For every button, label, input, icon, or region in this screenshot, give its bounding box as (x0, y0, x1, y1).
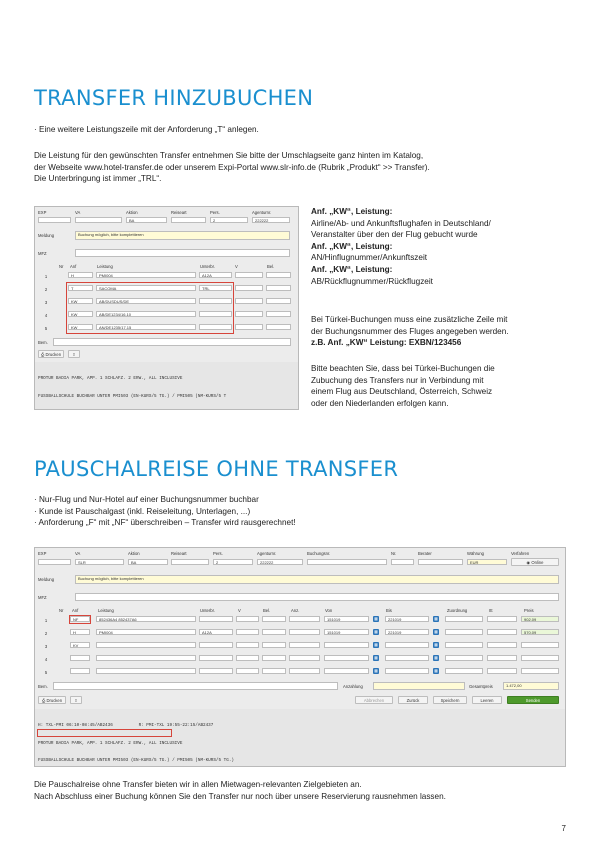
senden-button[interactable]: Senden (507, 696, 559, 704)
itt-field[interactable] (487, 616, 517, 622)
anf-field[interactable] (70, 655, 90, 661)
col-v: V (238, 608, 241, 613)
anf-field[interactable]: H (68, 272, 93, 278)
buchungsnr-field[interactable] (307, 559, 387, 565)
col-v: V (235, 264, 238, 269)
label-anzahlung: Anzahlung (343, 684, 363, 689)
von-field[interactable]: 151019 (324, 629, 369, 635)
row-number: 4 (44, 313, 48, 318)
itt-field[interactable] (487, 642, 517, 648)
anz-field[interactable] (289, 655, 320, 661)
highlight-box (69, 615, 91, 624)
label-bem: Bem. (38, 340, 48, 345)
hint-note: Bitte beachten Sie, dass bei Türkei-Buchungen die Zubuchung des Transfers nur in Verbindung mit einem Flug aus Deutschland, Österreich, Schweiz oder den Niederlanden erfolgen kann. (311, 364, 495, 408)
v-field[interactable] (235, 285, 263, 291)
col-unterbr: Unterbr. (200, 608, 215, 613)
agenturnr-field[interactable]: 222222 (252, 217, 290, 223)
col-von: Von (325, 608, 333, 613)
zuordnung-field[interactable] (445, 655, 483, 661)
v-field[interactable] (236, 642, 259, 648)
label-gesamtpreis: Gesamtpreis (469, 684, 493, 689)
anf-field[interactable]: NF (70, 616, 90, 622)
col-leistung: Leistung (98, 608, 114, 613)
meldung-field: Buchung möglich, bitte komplettieren (75, 575, 559, 584)
nr-field[interactable] (391, 559, 414, 565)
verfahren-select[interactable]: ◉ Online (511, 558, 559, 566)
bel-field[interactable] (266, 311, 291, 317)
pers-field[interactable]: 2 (210, 217, 248, 223)
anf-field[interactable] (70, 668, 90, 674)
row-number: 2 (44, 287, 48, 292)
anf-field[interactable]: KW (68, 298, 93, 304)
leistung-field[interactable]: AB/DE1234/16.10 (96, 311, 196, 317)
anz-field[interactable] (289, 668, 320, 674)
anf-field[interactable]: KV (70, 642, 90, 648)
label-verfahren: Verfahren (511, 551, 530, 556)
arrow-up-icon: ⇧ (72, 352, 76, 357)
v-field[interactable] (235, 272, 263, 278)
unterbr-field[interactable] (199, 642, 233, 648)
preis-field (521, 668, 559, 674)
label-aktion: Aktion (126, 210, 138, 215)
speichern-button[interactable]: Speichern (433, 696, 467, 704)
bel-field[interactable] (262, 668, 286, 674)
col-anz: Anz. (291, 608, 300, 613)
printer-icon: ⎙ (40, 352, 46, 357)
bel-field[interactable] (266, 298, 291, 304)
zuordnung-field[interactable] (445, 629, 483, 635)
leeren-button[interactable]: Leeren (472, 696, 502, 704)
von-field[interactable] (324, 642, 369, 648)
intro-paragraph: Die Leistung für den gewünschten Transfer entnehmen Sie bitte der Umschlagseite ganz hinten im Katalog, der Webseite www.hotel-transfer.de oder unserem Expi-Portal www.slr-info.de (Rubrik „Produkt“ >> Transfer). Die Unterbringung ist immer „TRL“. (34, 151, 430, 183)
unterbr-field[interactable] (199, 655, 233, 661)
leistung-field[interactable]: AN/DE1235/17.15 (96, 324, 196, 330)
bis-field[interactable] (385, 668, 429, 674)
notes-column: Anf. „KW“, Leistung: Airline/Ab- und Ankunftsflughafen in Deutschland/ Veranstalter über den der Flug gebucht wurde Anf. „KW“, Leistung: AN/Hinflugnummer/Ankunftszeit Anf. „KW“, Leistung: AB/Rückflugnummer/Rückflugzeit (311, 207, 491, 286)
mfz-field[interactable] (75, 593, 559, 601)
col-zuordnung: Zuordnung (447, 608, 468, 613)
label-reiseart: Reiseart (171, 551, 187, 556)
preis-field: 902,09 (521, 616, 559, 622)
aktion-field[interactable]: BA (128, 559, 168, 565)
row-number: 1 (44, 618, 48, 623)
bel-field[interactable] (262, 655, 286, 661)
calendar-icon[interactable]: ▦ (434, 668, 438, 673)
zuordnung-field[interactable] (445, 668, 483, 674)
col-nr: Nr (59, 608, 64, 613)
upload-button[interactable] (68, 350, 80, 358)
calendar-icon[interactable]: ▦ (434, 629, 438, 634)
zuordnung-field[interactable] (445, 642, 483, 648)
bel-field[interactable] (262, 642, 286, 648)
anf-field[interactable]: KW (68, 311, 93, 317)
row-number: 2 (44, 631, 48, 636)
label-exp: EXP (38, 551, 47, 556)
booking-mask-screenshot-2 (34, 547, 566, 767)
v-field[interactable] (236, 668, 259, 674)
footer-paragraph: Die Pauschalreise ohne Transfer bieten wir in allen Mietwagen-relevanten Zielgebieten an. Nach Abschluss einer Buchung können Sie den Transfer nur noch über unsere Reservierung rausnehmen lassen. (34, 780, 446, 801)
zurueck-button[interactable]: Zurück (398, 696, 428, 704)
unterbr-field[interactable] (199, 616, 233, 622)
berater-field[interactable] (418, 559, 463, 565)
label-reiseart: Reiseart (171, 210, 187, 215)
label-pers: Pers. (210, 210, 220, 215)
row-number: 3 (44, 644, 48, 649)
calendar-icon[interactable]: ▦ (374, 668, 378, 673)
von-field[interactable] (324, 655, 369, 661)
anz-field[interactable] (289, 616, 320, 622)
label-exp: EXP (38, 210, 47, 215)
col-bel: Bel. (267, 264, 275, 269)
info-terminal: H: TXL-PMI 06:10-08:45/AB2436 R: PMI-TXL 19:55-22:15/AB2437 PROTUR BADIA PARK, APP. 1 SCHLAFZ. 2 ERW., ALL INCLUSIVE FUSSBALLSCHULE BUCHBAR UNTER PMI503 (EN-KURS/5 TG.) / PMI505 (NM-KURS/5 TG.) (35, 709, 566, 767)
v-field[interactable] (236, 629, 259, 635)
label-agenturnr: Agenturnr. (257, 551, 277, 556)
calendar-icon[interactable]: ▦ (374, 642, 378, 647)
anf-field[interactable]: H (70, 629, 90, 635)
itt-field[interactable] (487, 655, 517, 661)
row-number: 5 (44, 670, 48, 675)
unterbr-field[interactable] (199, 668, 233, 674)
calendar-icon[interactable]: ▦ (434, 616, 438, 621)
print-button[interactable]: ⎙ Drucken (38, 350, 64, 358)
unterbr-field[interactable]: A12A (199, 272, 232, 278)
label-waehrung: Währung (467, 551, 484, 556)
leistung-field[interactable]: AB/DUSDUS/DE (96, 298, 196, 304)
row-number: 4 (44, 657, 48, 662)
preis-field: 570,09 (521, 629, 559, 635)
page-number: 7 (561, 824, 566, 833)
reiseart-field[interactable] (171, 559, 209, 565)
calendar-icon[interactable]: ▦ (434, 655, 438, 660)
arrow-up-icon: ⇧ (74, 698, 78, 703)
label-pers: Pers. (213, 551, 223, 556)
col-bel: Bel. (263, 608, 271, 613)
calendar-icon[interactable]: ▦ (374, 629, 378, 634)
bel-field[interactable] (262, 616, 286, 622)
bel-field[interactable] (266, 324, 291, 330)
bis-field[interactable] (385, 655, 429, 661)
preis-field (521, 642, 559, 648)
leistung-field[interactable]: PMI004 (96, 629, 196, 635)
label-va: VA (75, 551, 81, 556)
aktion-field[interactable]: BA (126, 217, 167, 223)
von-field[interactable]: 151019 (324, 616, 369, 622)
label-meldung: Meldung (38, 577, 55, 582)
highlight-box (66, 282, 234, 334)
label-va: VA (75, 210, 81, 215)
anf-field[interactable]: T (68, 285, 93, 291)
section-title-transfer: TRANSFER HINZUBUCHEN (34, 86, 314, 110)
calendar-icon[interactable]: ▦ (374, 616, 378, 621)
col-leistung: Leistung (97, 264, 113, 269)
itt-field[interactable] (487, 668, 517, 674)
col-bis: Bis (386, 608, 392, 613)
label-agenturnr: Agenturnr. (252, 210, 272, 215)
label-buchungsnr: Buchungsnr. (307, 551, 331, 556)
booking-mask-screenshot-1 (34, 206, 299, 410)
label-aktion: Aktion (128, 551, 140, 556)
v-field[interactable] (235, 311, 263, 317)
col-anf: Anf (72, 608, 79, 613)
pers-field[interactable]: 2 (213, 559, 253, 565)
printer-icon: ⎙ (41, 698, 47, 703)
calendar-icon[interactable]: ▦ (374, 655, 378, 660)
leistung-field[interactable] (96, 655, 196, 661)
bem-field[interactable] (53, 682, 338, 690)
abbrechen-button[interactable]: Abbrechen (355, 696, 393, 704)
label-nr: Nr. (391, 551, 397, 556)
von-field[interactable] (324, 668, 369, 674)
leistung-field[interactable]: SACOMA (96, 285, 196, 291)
row-number: 3 (44, 300, 48, 305)
highlight-box (37, 729, 172, 737)
agenturnr-field[interactable]: 222222 (257, 559, 303, 565)
bel-field[interactable] (262, 629, 286, 635)
v-field[interactable] (236, 616, 259, 622)
v-field[interactable] (235, 324, 263, 330)
bis-field[interactable]: 221019 (385, 616, 429, 622)
reiseart-field[interactable] (171, 217, 206, 223)
bem-field[interactable] (53, 338, 291, 346)
row-number: 1 (44, 274, 48, 279)
unterbr-field[interactable]: A12A (199, 629, 233, 635)
col-preis: Preis (524, 608, 534, 613)
bullet-text: · Eine weitere Leistungszeile mit der Anforderung „T“ anlegen. (34, 125, 259, 134)
gesamtpreis-field: 1.472,00 (503, 682, 559, 690)
anf-field[interactable]: KW (68, 324, 93, 330)
va-field[interactable] (75, 217, 122, 223)
turkey-note: Bei Türkei-Buchungen muss eine zusätzliche Zeile mit der Buchungsnummer des Fluges angegeben werden. z.B. Anf. „KW“ Leistung: EXBN/123456 (311, 315, 509, 347)
col-unterbr: Unterbr. (200, 264, 215, 269)
globe-icon: ◉ (526, 560, 532, 565)
calendar-icon[interactable]: ▦ (434, 642, 438, 647)
info-terminal: PROTUR BADIA PARK, APP. 1 SCHLAFZ. 2 ERW., ALL INCLUSIVE FUSSBALLSCHULE BUCHBAR UNTER PMI503 (EN-KURS/5 TG.) / PMI505 (NM-KURS/5 T (35, 362, 299, 410)
exp-field[interactable] (38, 217, 71, 223)
exp-field[interactable] (38, 559, 71, 565)
label-bem: Bem. (38, 684, 48, 689)
row-number: 5 (44, 326, 48, 331)
col-anf: Anf (70, 264, 77, 269)
bel-field[interactable] (266, 285, 291, 291)
meldung-field: Buchung möglich, bitte komplettieren (75, 231, 290, 240)
v-field[interactable] (236, 655, 259, 661)
bullet-list: · Nur-Flug und Nur-Hotel auf einer Buchungsnummer buchbar · Kunde ist Pauschalgast (inkl. Reiseleitung, Unterlagen, ...) · Anforderung „F“ mit „NF“ überschreiben – Transfer wird rausgerechnet! (34, 495, 296, 527)
section-title-pauschal: PAUSCHALREISE OHNE TRANSFER (34, 457, 399, 481)
label-mfz: MFZ (38, 595, 47, 600)
leistung-field[interactable] (96, 642, 196, 648)
anz-field[interactable] (289, 629, 320, 635)
col-nr: Nr (59, 264, 64, 269)
leistung-field[interactable]: PMI004 (96, 272, 196, 278)
unterbr-field[interactable]: TRL (199, 285, 232, 291)
label-mfz: MFZ (38, 251, 47, 256)
label-berater: Berater (418, 551, 432, 556)
zuordnung-field[interactable] (445, 616, 483, 622)
anzahlung-field (373, 682, 465, 690)
label-meldung: Meldung (38, 233, 55, 238)
va-field[interactable]: SLR (75, 559, 124, 565)
v-field[interactable] (235, 298, 263, 304)
bis-field[interactable] (385, 642, 429, 648)
upload-button[interactable] (70, 696, 82, 704)
anz-field[interactable] (289, 642, 320, 648)
leistung-field[interactable] (96, 668, 196, 674)
mfz-field[interactable] (75, 249, 290, 257)
print-button[interactable]: ⎙ Drucken (38, 696, 66, 704)
preis-field (521, 655, 559, 661)
col-itt: Itt (489, 608, 493, 613)
bis-field[interactable]: 221019 (385, 629, 429, 635)
bel-field[interactable] (266, 272, 291, 278)
leistung-field[interactable]: 852436A4 852437A6 (96, 616, 196, 622)
waehrung-field[interactable]: EUR (467, 559, 507, 565)
itt-field[interactable] (487, 629, 517, 635)
